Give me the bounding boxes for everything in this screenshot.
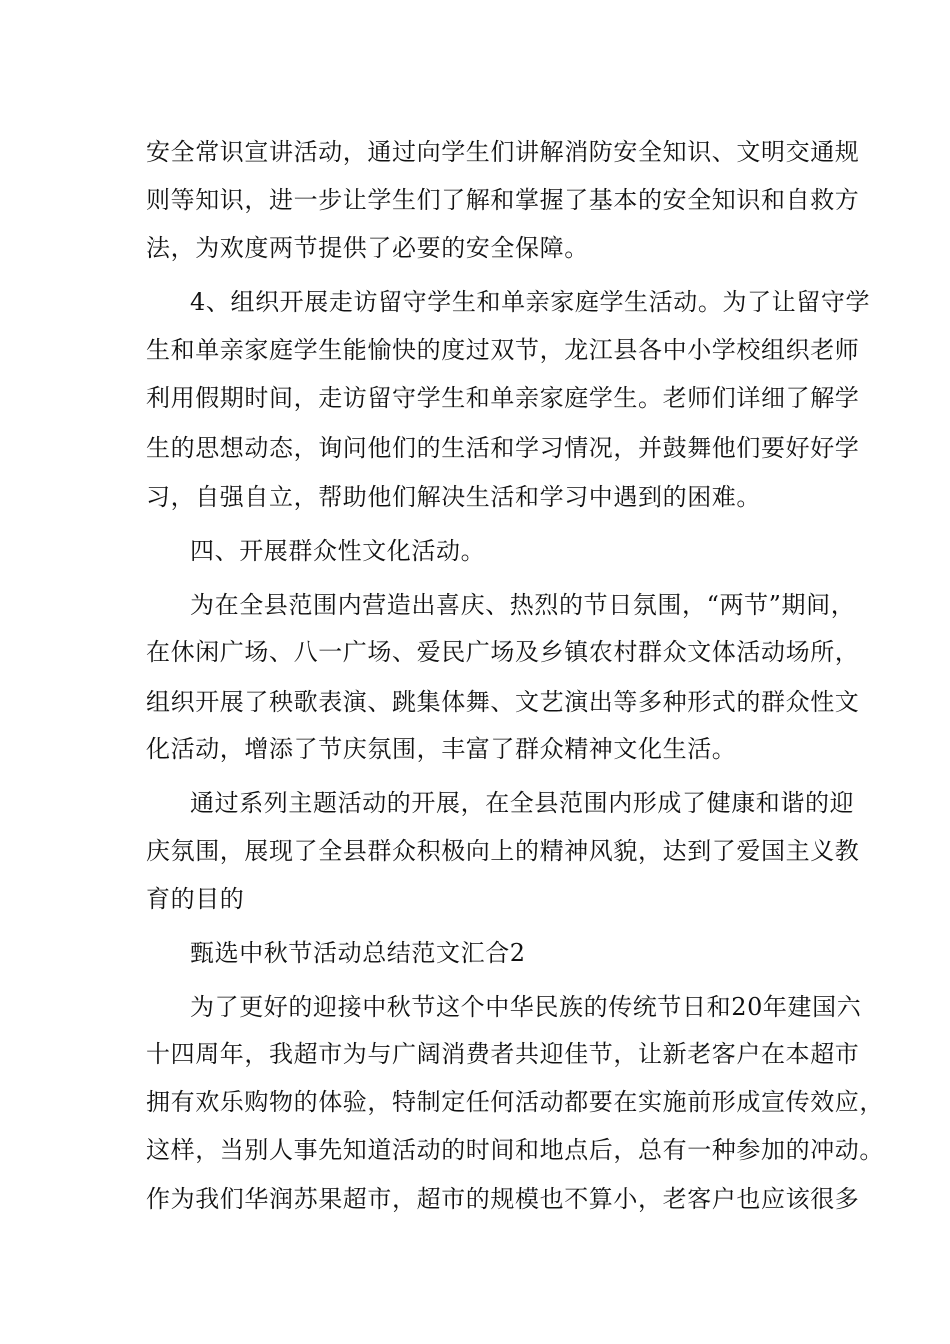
- text-line: 则等知识，进一步让学生们了解和掌握了基本的安全知识和自救方: [146, 186, 860, 214]
- article-title: 甄选中秋节活动总结范文汇合2: [190, 939, 526, 967]
- text-line: 组织开展了秧歌表演、跳集体舞、文艺演出等多种形式的群众性文: [146, 688, 860, 716]
- text-line: 这样，当别人事先知道活动的时间和地点后，总有一种参加的冲动。: [146, 1136, 884, 1164]
- text-line: 安全常识宣讲活动，通过向学生们讲解消防安全知识、文明交通规: [146, 138, 860, 166]
- text-line: 法，为欢度两节提供了必要的安全保障。: [146, 234, 589, 262]
- text-line: 十四周年，我超市为与广阔消费者共迎佳节，让新老客户在本超市: [146, 1040, 860, 1068]
- text-line: 庆氛围，展现了全县群众积极向上的精神风貌，达到了爱国主义教: [146, 837, 860, 865]
- text-line: 作为我们华润苏果超市，超市的规模也不算小，老客户也应该很多: [146, 1185, 860, 1213]
- text-line: 化活动，增添了节庆氛围，丰富了群众精神文化生活。: [146, 735, 737, 763]
- text-line: 习，自强自立，帮助他们解决生活和学习中遇到的困难。: [146, 483, 761, 511]
- text-line: 生和单亲家庭学生能愉快的度过双节，龙江县各中小学校组织老师: [146, 336, 860, 364]
- paragraph-first-line: 为了更好的迎接中秋节这个中华民族的传统节日和20年建国六: [190, 993, 862, 1021]
- text-line: 育的目的: [146, 885, 245, 913]
- text-line: 拥有欢乐购物的体验，特制定任何活动都要在实施前形成宣传效应，: [146, 1088, 884, 1116]
- text-line: 生的思想动态，询问他们的生活和学习情况，并鼓舞他们要好好学: [146, 434, 860, 462]
- paragraph-first-line: 为在全县范围内营造出喜庆、热烈的节日氛围，“两节”期间，: [190, 591, 856, 619]
- paragraph-first-line: 4、组织开展走访留守学生和单亲家庭学生活动。为了让留守学: [190, 288, 871, 316]
- text-line: 在休闲广场、八一广场、爱民广场及乡镇农村群众文体活动场所，: [146, 638, 860, 666]
- section-heading: 四、开展群众性文化活动。: [190, 537, 486, 565]
- text-line: 利用假期时间，走访留守学生和单亲家庭学生。老师们详细了解学: [146, 384, 860, 412]
- paragraph-first-line: 通过系列主题活动的开展，在全县范围内形成了健康和谐的迎: [190, 789, 855, 817]
